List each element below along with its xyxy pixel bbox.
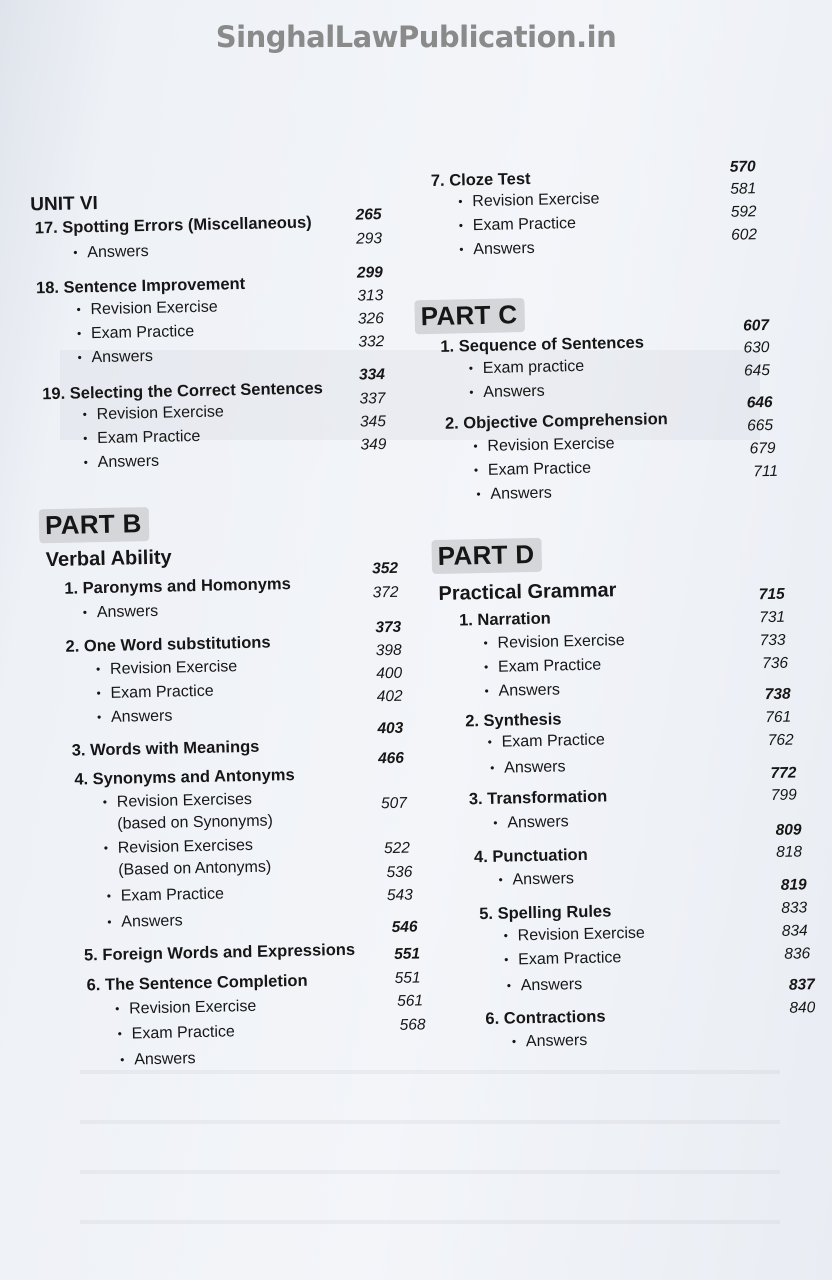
page-number: 551 <box>394 945 421 963</box>
section-title-verbal-ability: Verbal Ability <box>45 546 172 572</box>
page-number: 334 <box>358 366 386 384</box>
bullet-icon: • <box>468 361 474 376</box>
bullet-icon: • <box>83 455 89 470</box>
page-number: 345 <box>359 413 387 431</box>
page-number: 665 <box>747 416 774 435</box>
part-c-badge: PART C <box>414 298 524 334</box>
bullet-icon: • <box>103 840 109 856</box>
toc-sub-item[interactable]: • Revision Exercise <box>82 403 225 424</box>
toc-sub-item[interactable]: • Answers <box>484 681 561 700</box>
toc-sub-item[interactable]: • Answers <box>476 484 552 503</box>
page-number: 326 <box>357 310 384 328</box>
toc-sub-item[interactable]: • Revision Exercise <box>473 435 615 455</box>
page-number: 833 <box>781 899 808 917</box>
page-number: 546 <box>391 918 418 936</box>
toc-entry-b1[interactable]: 1. Paronyms and Homonyms <box>64 575 291 598</box>
toc-sub-item[interactable]: • Revision Exercise <box>95 658 238 678</box>
toc-entry-c2[interactable]: 2. Objective Comprehension <box>444 410 668 433</box>
page-number: 818 <box>775 843 803 861</box>
page-number: 761 <box>765 708 792 727</box>
page-number: 733 <box>759 631 786 650</box>
bullet-icon: • <box>96 710 102 725</box>
toc-sub-item-continued: (Based on Antonyms) <box>118 858 272 879</box>
toc-sub-item[interactable]: • Exam Practice <box>458 214 577 235</box>
toc-sub-item[interactable]: • Exam Practice <box>487 731 605 751</box>
toc-entry-b6[interactable]: 6. The Sentence Completion <box>86 971 308 995</box>
page-number: 679 <box>749 439 776 458</box>
page-number: 711 <box>753 462 779 481</box>
bullet-icon: • <box>473 439 478 454</box>
page-number: 551 <box>394 969 421 987</box>
page-number: 645 <box>743 361 771 380</box>
toc-entry-d1[interactable]: 1. Narration <box>458 609 551 630</box>
page-number: 398 <box>375 641 402 660</box>
toc-sub-item[interactable]: • Exam Practice <box>117 1023 235 1043</box>
toc-sub-item[interactable]: • Revision Exercises <box>103 836 254 857</box>
toc-sub-item[interactable]: • Answers <box>83 452 160 472</box>
bullet-icon: • <box>102 794 108 810</box>
page-number: 809 <box>775 821 802 839</box>
toc-entry-19[interactable]: 19. Selecting the Correct Sentences <box>42 379 324 404</box>
toc-entry-17[interactable]: 17. Spotting Errors (Miscellaneous) <box>34 213 312 238</box>
toc-entry-d5[interactable]: 5. Spelling Rules <box>479 902 612 924</box>
page-number: 836 <box>784 945 811 963</box>
bullet-icon: • <box>490 760 495 775</box>
toc-sub-item[interactable]: • Answers <box>490 758 566 777</box>
bullet-icon: • <box>493 815 498 830</box>
bullet-icon: • <box>483 635 488 651</box>
toc-sub-item[interactable]: • Answers <box>498 870 575 889</box>
page-number: 400 <box>376 664 403 683</box>
toc-sub-item[interactable]: • Exam Practice <box>504 949 622 969</box>
bullet-icon: • <box>511 1034 517 1049</box>
toc-sub-item[interactable]: • Answers <box>73 242 149 262</box>
page-number: 772 <box>770 764 797 783</box>
toc-sub-item[interactable]: • Exam Practice <box>76 323 195 343</box>
page-number: 837 <box>788 976 815 994</box>
bullet-icon: • <box>96 686 101 701</box>
show-through-line <box>80 1170 780 1174</box>
toc-entry-b5[interactable]: 5. Foreign Words and Expressions <box>83 940 356 965</box>
toc-sub-item[interactable]: • Revision Exercise <box>503 924 646 945</box>
page-number: 799 <box>770 786 798 805</box>
bullet-icon: • <box>506 978 512 993</box>
page-number: 522 <box>383 839 411 858</box>
part-d-badge: PART D <box>431 538 541 574</box>
toc-sub-item[interactable]: • Revision Exercise <box>458 190 600 211</box>
toc-sub-item[interactable]: • Revision Exercise <box>483 632 625 652</box>
bullet-icon: • <box>77 350 82 365</box>
page-number: 372 <box>372 583 399 602</box>
bullet-icon: • <box>476 487 481 502</box>
show-through-line <box>80 1070 780 1074</box>
page-number: 581 <box>730 180 757 198</box>
toc-entry-b2[interactable]: 2. One Word substitutions <box>65 633 271 656</box>
toc-sub-item[interactable]: • Revision Exercises <box>102 790 253 811</box>
page-number: 762 <box>767 731 794 750</box>
toc-sub-item[interactable]: • Answers <box>120 1050 196 1069</box>
page-number: 561 <box>397 992 424 1010</box>
part-b-badge: PART B <box>39 507 149 543</box>
page-number: 507 <box>380 794 408 813</box>
bullet-icon: • <box>73 245 78 260</box>
toc-entry-d6[interactable]: 6. Contractions <box>485 1007 606 1029</box>
toc-sub-item[interactable]: • Answers <box>511 1031 588 1051</box>
bullet-icon: • <box>487 734 492 749</box>
bullet-icon: • <box>459 242 464 257</box>
bullet-icon: • <box>117 1026 123 1041</box>
bullet-icon: • <box>107 914 112 929</box>
toc-entry-18[interactable]: 18. Sentence Improvement <box>35 274 246 298</box>
bullet-icon: • <box>95 662 101 677</box>
page-number: 299 <box>356 264 383 282</box>
page-number: 736 <box>762 654 789 673</box>
page-number: 466 <box>377 749 405 768</box>
bullet-icon: • <box>106 888 112 903</box>
page-number: 332 <box>358 333 385 351</box>
show-through-line <box>80 1220 780 1224</box>
bullet-icon: • <box>82 407 88 422</box>
page-number: 403 <box>377 719 404 738</box>
bullet-icon: • <box>498 872 503 887</box>
page-number: 630 <box>743 338 770 357</box>
bullet-icon: • <box>503 928 509 943</box>
page-number: 373 <box>375 618 402 637</box>
bullet-icon: • <box>76 326 82 341</box>
page-number: 731 <box>759 608 786 627</box>
toc-entry-d4[interactable]: 4. Punctuation <box>473 845 588 867</box>
page-number: 349 <box>360 436 387 454</box>
bullet-icon: • <box>504 952 509 967</box>
toc-sub-item[interactable]: • Exam Practice <box>106 885 225 905</box>
toc-sub-item[interactable]: • Revision Exercise <box>115 997 257 1018</box>
page-number: 568 <box>399 1016 426 1034</box>
section-title-practical-grammar: Practical Grammar <box>438 579 617 605</box>
page-number: 834 <box>781 922 808 940</box>
toc-sub-item[interactable]: • Exam Practice <box>483 656 602 676</box>
page-number: 265 <box>355 206 382 224</box>
page-number: 607 <box>742 316 770 335</box>
page-number: 592 <box>730 203 757 221</box>
page-number: 738 <box>764 685 791 704</box>
toc-sub-item[interactable]: • Exam practice <box>468 357 585 377</box>
page-number: 602 <box>731 226 758 244</box>
page-number: 570 <box>729 158 756 176</box>
site-watermark: SinghalLawPublication.in <box>215 20 617 54</box>
page-number: 840 <box>789 999 816 1017</box>
bullet-icon: • <box>458 194 463 209</box>
bullet-icon: • <box>483 659 489 675</box>
toc-sub-item[interactable]: • Exam Practice <box>83 427 201 448</box>
page-number: 352 <box>371 559 399 578</box>
page-number: 646 <box>746 393 773 412</box>
toc-sub-item[interactable]: • Exam Practice <box>473 459 592 479</box>
bullet-icon: • <box>469 385 474 400</box>
bullet-icon: • <box>120 1052 125 1067</box>
bullet-icon: • <box>115 1001 120 1016</box>
page-number: 293 <box>356 230 383 248</box>
toc-sub-item[interactable]: • Exam Practice <box>96 682 214 702</box>
toc-entry-b4[interactable]: 4. Synonyms and Antonyms <box>74 766 295 789</box>
bullet-icon: • <box>484 683 489 699</box>
bullet-icon: • <box>82 605 88 620</box>
bullet-icon: • <box>83 431 88 446</box>
page-number: 819 <box>780 876 807 894</box>
toc-entry-b3[interactable]: 3. Words with Meanings <box>71 737 260 760</box>
toc-sub-item[interactable]: • Answers <box>96 707 173 726</box>
toc-entry-7[interactable]: 7. Cloze Test <box>430 169 531 191</box>
toc-entry-c1[interactable]: 1. Sequence of Sentences <box>440 333 645 356</box>
show-through-line <box>80 1120 780 1124</box>
toc-sub-item[interactable]: • Answers <box>493 813 569 832</box>
page-number: 313 <box>357 287 384 305</box>
toc-sub-item[interactable]: • Answers <box>459 239 535 259</box>
toc-entry-d3[interactable]: 3. Transformation <box>468 787 608 809</box>
unit-title: UNIT VI <box>30 192 99 216</box>
page-number: 715 <box>758 585 785 604</box>
toc-sub-item[interactable]: • Answers <box>506 976 583 995</box>
bullet-icon: • <box>473 463 479 478</box>
toc-sub-item[interactable]: • Answers <box>82 602 159 622</box>
toc-sub-item[interactable]: • Answers <box>107 912 183 931</box>
page-number: 337 <box>359 390 386 408</box>
toc-entry-d2[interactable]: 2. Synthesis <box>465 710 562 731</box>
page-number: 543 <box>386 886 414 905</box>
bullet-icon: • <box>76 302 81 317</box>
toc-sub-item[interactable]: • Revision Exercise <box>76 298 218 319</box>
page-number: 402 <box>376 687 403 706</box>
toc-sub-item-continued: (based on Synonyms) <box>117 812 274 833</box>
toc-sub-item[interactable]: • Answers <box>469 382 545 401</box>
page-number: 536 <box>386 863 413 882</box>
bullet-icon: • <box>458 218 464 233</box>
toc-sub-item[interactable]: • Answers <box>77 347 154 367</box>
